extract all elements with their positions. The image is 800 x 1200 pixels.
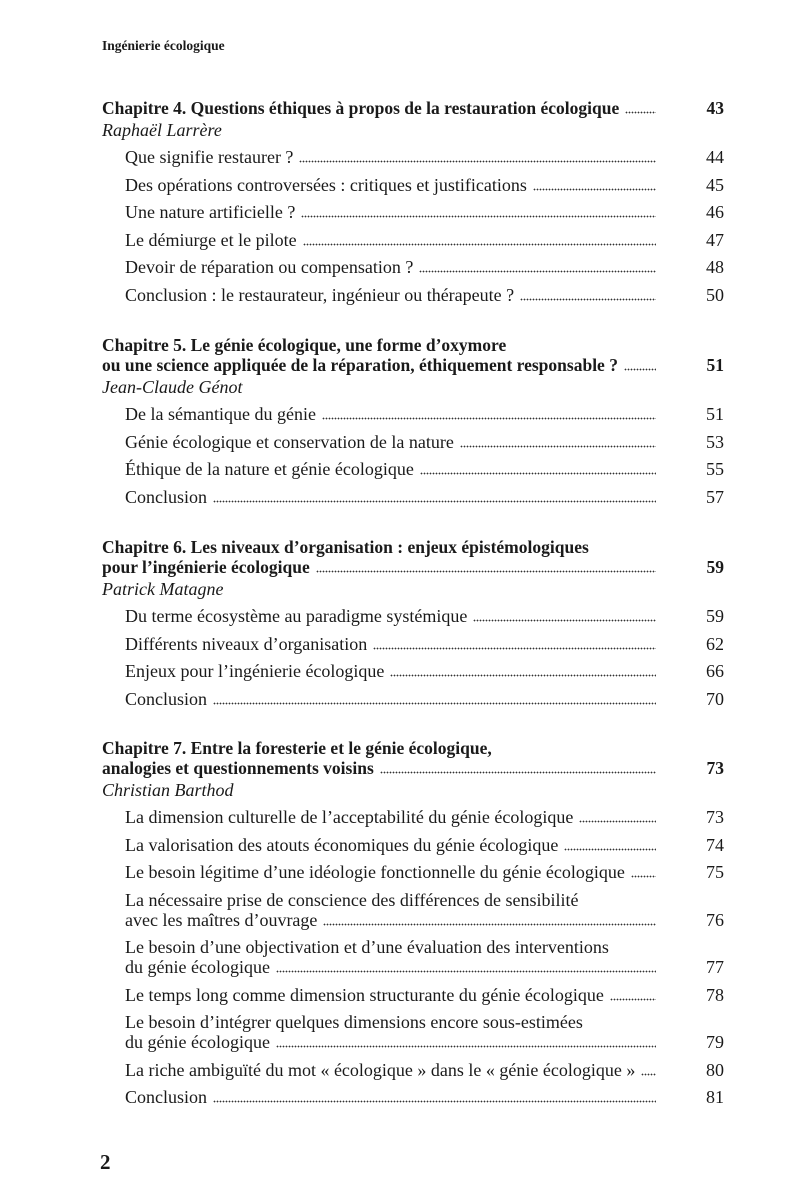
page-ref[interactable]: 48 (706, 257, 724, 277)
dot-leader (625, 110, 656, 114)
toc-entry[interactable] (102, 985, 724, 1005)
page-ref[interactable]: 70 (706, 688, 724, 709)
toc-entry-line (125, 910, 724, 930)
toc-entry-line (125, 634, 724, 654)
dot-leader (303, 242, 656, 246)
toc-entry[interactable] (102, 487, 724, 507)
page-ref[interactable]: 43 (706, 98, 724, 118)
toc-entry-line (125, 1087, 724, 1107)
chapter-title-line (102, 738, 724, 758)
page-ref[interactable]: 55 (706, 459, 724, 479)
dot-leader (301, 214, 656, 218)
toc-entry[interactable] (102, 432, 724, 452)
dot-leader (373, 646, 656, 650)
toc-entry-text: Une nature artificielle ? (125, 202, 296, 222)
toc-entry[interactable] (102, 459, 724, 479)
toc-entry-line (125, 835, 724, 855)
chapter-title-line (102, 557, 724, 577)
dot-leader (213, 499, 656, 503)
dot-leader (276, 969, 656, 973)
dot-leader (380, 770, 656, 774)
chapter-title-text: pour l’ingénierie écologique (102, 557, 310, 577)
chapter-block (102, 98, 724, 305)
page-ref[interactable]: 59 (706, 606, 724, 626)
toc-entry-line (125, 487, 724, 507)
toc-entry-line (125, 285, 724, 305)
toc-entry-line (125, 257, 724, 277)
toc-entry[interactable] (102, 862, 724, 882)
chapter-title[interactable] (102, 738, 724, 778)
toc-entry-text: La dimension culturelle de l’acceptabilité du génie écologique (125, 807, 574, 827)
page-ref[interactable]: 50 (706, 284, 724, 305)
page-ref[interactable]: 80 (706, 1059, 724, 1080)
chapter-author: Jean-Claude Génot (102, 377, 243, 397)
toc-entry-text: Que signifie restaurer ? (125, 147, 294, 167)
toc-entry[interactable] (102, 890, 724, 930)
page-ref[interactable]: 77 (706, 957, 724, 977)
toc-entry-line (125, 459, 724, 479)
page-ref[interactable]: 79 (706, 1032, 724, 1052)
chapter-title-line (102, 758, 724, 778)
toc-entry-line (125, 202, 724, 222)
dot-leader (624, 367, 656, 371)
toc-entry[interactable] (102, 689, 724, 709)
toc-entry-line (125, 1060, 724, 1080)
toc-entry-line (125, 985, 724, 1005)
toc-entry[interactable] (102, 937, 724, 977)
page-ref[interactable]: 74 (706, 834, 724, 855)
page-ref[interactable]: 46 (706, 202, 724, 222)
toc-entry-text: Des opérations controversées : critiques et justifications (125, 174, 527, 195)
toc-entry-line (125, 661, 724, 681)
dot-leader (420, 471, 656, 475)
toc-entry-line (125, 1032, 724, 1052)
toc-entry-line (125, 147, 724, 167)
chapter-title-text: Chapitre 5. Le génie écologique, une forme d’oxymore (102, 335, 507, 355)
toc-entry-text: Le temps long comme dimension structurante du génie écologique (125, 984, 604, 1005)
toc-entry[interactable] (102, 404, 724, 424)
dot-leader (641, 1072, 656, 1076)
page-ref[interactable]: 45 (706, 174, 724, 195)
toc-entry-line (125, 862, 724, 882)
dot-leader (213, 701, 656, 705)
dot-leader (473, 618, 656, 622)
toc-entry-text: Conclusion (125, 688, 208, 709)
dot-leader (564, 847, 656, 851)
page-ref[interactable]: 59 (706, 557, 724, 577)
dot-leader (322, 416, 656, 420)
dot-leader (276, 1044, 656, 1048)
page-ref[interactable]: 57 (706, 486, 724, 507)
dot-leader (460, 444, 656, 448)
toc-entry-line (125, 937, 724, 957)
toc-entry-text: du génie écologique (125, 1032, 270, 1052)
toc-entry[interactable] (102, 606, 724, 626)
chapter-block (102, 537, 724, 709)
dot-leader (533, 187, 656, 191)
toc-entry[interactable] (102, 1060, 724, 1080)
toc-entry-text: De la sémantique du génie (125, 404, 316, 424)
toc-entry[interactable] (102, 202, 724, 222)
toc-entry[interactable] (102, 1087, 724, 1107)
toc-entry-text: Génie écologique et conservation de la nature (125, 431, 454, 452)
page-ref[interactable]: 66 (706, 661, 724, 681)
toc-entry-text: Différents niveaux d’organisation (125, 633, 368, 654)
toc-entry[interactable] (102, 230, 724, 250)
dot-leader (579, 819, 656, 823)
page-ref[interactable]: 81 (706, 1087, 724, 1107)
chapter-author: Patrick Matagne (102, 579, 224, 599)
page-number: 2 (100, 1150, 111, 1174)
toc-entry-line (125, 807, 724, 827)
page-ref[interactable]: 62 (706, 633, 724, 654)
chapter-title-text: Chapitre 4. Questions éthiques à propos de la restauration écologique (102, 98, 620, 118)
toc-entry-line (125, 957, 724, 977)
chapter-title-text: Chapitre 7. Entre la foresterie et le génie écologique, (102, 738, 492, 758)
dot-leader (419, 269, 656, 273)
dot-leader (323, 922, 656, 926)
chapter-title-line (102, 355, 724, 375)
toc-entry-text: avec les maîtres d’ouvrage (125, 909, 318, 930)
toc-entry-line (125, 1012, 724, 1032)
toc-entry-line (125, 890, 724, 910)
toc-entry-text: du génie écologique (125, 957, 270, 977)
chapter-title-text: analogies et questionnements voisins (102, 758, 374, 778)
toc-entry-text: Du terme écosystème au paradigme systémique (125, 606, 468, 626)
dot-leader (631, 874, 656, 878)
chapter-title[interactable] (102, 335, 724, 375)
page-ref[interactable]: 73 (706, 807, 724, 827)
chapter-title-line (102, 335, 724, 355)
page-ref[interactable]: 73 (706, 758, 724, 778)
toc-entry-line (125, 175, 724, 195)
chapter-title-text: Chapitre 6. Les niveaux d’organisation : enjeux épistémologiques (102, 537, 589, 557)
toc-entry[interactable] (102, 634, 724, 654)
dot-leader (520, 297, 656, 301)
toc-entry-text: Conclusion : le restaurateur, ingénieur ou thérapeute ? (125, 284, 515, 305)
toc-entry-line (125, 404, 724, 424)
toc-entry-text: Le besoin légitime d’une idéologie fonctionnelle du génie écologique (125, 862, 625, 882)
page-ref[interactable]: 51 (706, 355, 724, 375)
toc-entry-text: Le démiurge et le pilote (125, 229, 297, 250)
toc-entry[interactable] (102, 147, 724, 167)
dot-leader (213, 1099, 656, 1103)
toc-entry-text: La nécessaire prise de conscience des différences de sensibilité (125, 889, 579, 910)
toc-entry-text: Enjeux pour l’ingénierie écologique (125, 661, 385, 681)
dot-leader (299, 159, 656, 163)
toc-entry-line (125, 432, 724, 452)
chapter-author: Christian Barthod (102, 780, 234, 800)
toc-entry-text: La valorisation des atouts économiques du génie écologique (125, 834, 559, 855)
page-ref[interactable]: 51 (706, 404, 724, 424)
page-ref[interactable]: 78 (706, 984, 724, 1005)
chapter-title[interactable] (102, 537, 724, 577)
running-head: Ingénierie écologique (102, 38, 225, 53)
toc-entry-text: Conclusion (125, 486, 208, 507)
toc-entry[interactable] (102, 285, 724, 305)
toc-entry-text: Le besoin d’une objectivation et d’une évaluation des interventions (125, 937, 609, 957)
toc-entry[interactable] (102, 661, 724, 681)
chapter-title-text: ou une science appliquée de la réparation, éthiquement responsable ? (102, 355, 618, 375)
page-ref[interactable]: 47 (706, 229, 724, 250)
toc-entry[interactable] (102, 807, 724, 827)
page-ref[interactable]: 76 (706, 909, 724, 930)
page-ref[interactable]: 75 (706, 862, 724, 882)
toc-entry-line (125, 606, 724, 626)
toc-entry-text: Le besoin d’intégrer quelques dimensions encore sous-estimées (125, 1012, 583, 1032)
toc-entry[interactable] (102, 175, 724, 195)
page-ref[interactable]: 53 (706, 431, 724, 452)
chapter-author: Raphaël Larrère (102, 120, 222, 140)
chapter-block (102, 335, 724, 507)
toc-entry-line (125, 230, 724, 250)
dot-leader (610, 997, 656, 1001)
dot-leader (316, 569, 656, 573)
toc-entry[interactable] (102, 257, 724, 277)
chapter-block (102, 738, 724, 1107)
toc-entry[interactable] (102, 835, 724, 855)
toc-entry-text: La riche ambiguïté du mot « écologique » dans le « génie écologique » (125, 1059, 636, 1080)
toc-entry-text: Conclusion (125, 1087, 208, 1107)
chapter-title-line (102, 537, 724, 557)
toc-entry-line (125, 689, 724, 709)
page-ref[interactable]: 44 (706, 147, 724, 167)
toc-entry-text: Devoir de réparation ou compensation ? (125, 257, 414, 277)
chapter-title-line (102, 98, 724, 118)
toc-entry[interactable] (102, 1012, 724, 1052)
toc-entry-text: Éthique de la nature et génie écologique (125, 459, 414, 479)
chapter-title[interactable] (102, 98, 724, 118)
dot-leader (390, 673, 656, 677)
